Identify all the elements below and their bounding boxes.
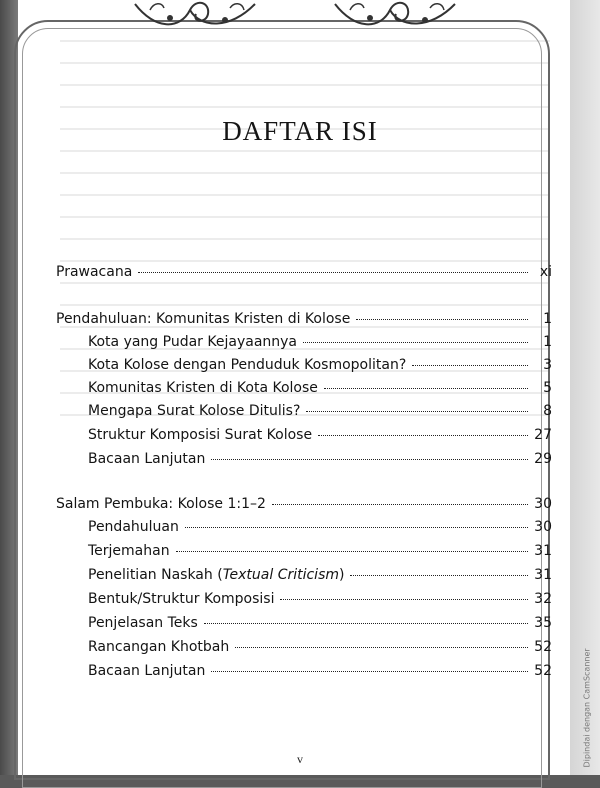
toc-entry-page: 31	[534, 567, 552, 583]
scanner-watermark	[580, 640, 594, 770]
toc-entry[interactable]	[88, 519, 552, 535]
toc-entry-page: 52	[534, 663, 552, 679]
leader-dots	[235, 647, 528, 648]
leader-dots	[412, 365, 528, 366]
toc-entry[interactable]	[88, 427, 552, 443]
toc-entry[interactable]	[88, 543, 552, 559]
toc-entry-label: Rancangan Khotbah	[88, 639, 230, 655]
toc-entry-label: Komunitas Kristen di Kota Kolose	[88, 380, 318, 396]
toc-entry-label: Kota yang Pudar Kejayaannya	[88, 334, 298, 350]
toc-entry-label: Kota Kolose dengan Penduduk Kosmopolitan?	[88, 357, 407, 373]
toc-entry-page: 32	[534, 591, 552, 607]
toc-entry-page: 5	[543, 380, 552, 396]
toc-entry-page: 30	[534, 496, 552, 512]
leader-dots	[176, 551, 528, 552]
toc-entry-label: Bentuk/Struktur Komposisi	[88, 591, 275, 607]
leader-dots	[211, 459, 528, 460]
leader-dots	[280, 599, 528, 600]
toc-entry[interactable]	[88, 380, 552, 396]
floral-ornament-icon	[130, 0, 260, 36]
toc-entry[interactable]	[88, 403, 552, 419]
toc-entry[interactable]	[88, 451, 552, 467]
toc-entry-page: 27	[534, 427, 552, 443]
toc-entry-page: 30	[534, 519, 552, 535]
toc-entry[interactable]	[88, 639, 552, 655]
toc-entry-label: Prawacana	[56, 264, 133, 280]
toc-entry[interactable]	[88, 334, 552, 350]
toc-entry[interactable]	[88, 357, 552, 373]
toc-entry-label: Salam Pembuka: Kolose 1:1–2	[56, 496, 266, 512]
toc-entry-page: 1	[543, 311, 552, 327]
toc-entry-page: xi	[539, 264, 552, 280]
toc-entry-page: 1	[543, 334, 552, 350]
toc-entry-label: Terjemahan	[88, 543, 170, 559]
leader-dots	[324, 388, 528, 389]
toc-entry-label: Bacaan Lanjutan	[88, 451, 206, 467]
toc-section-heading[interactable]	[56, 311, 552, 327]
toc-entry-label: Pendahuluan	[88, 519, 179, 535]
leader-dots	[185, 527, 528, 528]
leader-dots	[350, 575, 528, 576]
toc-entry-prawacana[interactable]	[56, 264, 552, 280]
toc-entry-label: Penjelasan Teks	[88, 615, 198, 631]
toc-entry-page: 31	[534, 543, 552, 559]
floral-ornament-icon	[330, 0, 460, 36]
toc-entry-page: 29	[534, 451, 552, 467]
page-title: DAFTAR ISI	[222, 116, 378, 146]
leader-dots	[211, 671, 528, 672]
toc-entry[interactable]	[88, 615, 552, 631]
toc-entry[interactable]	[88, 567, 552, 583]
leader-dots	[318, 435, 528, 436]
toc-entry-page: 3	[543, 357, 552, 373]
toc-entry-page: 52	[534, 639, 552, 655]
label-italic-text: Textual Criticism	[222, 567, 340, 583]
toc-entry-page: 8	[543, 403, 552, 419]
leader-dots	[306, 411, 528, 412]
toc-entry[interactable]	[88, 663, 552, 679]
toc-entry-label: Pendahuluan: Komunitas Kristen di Kolose	[56, 311, 351, 327]
toc-entry-label: Struktur Komposisi Surat Kolose	[88, 427, 313, 443]
leader-dots	[356, 319, 528, 320]
leader-dots	[272, 504, 528, 505]
leader-dots	[138, 272, 528, 273]
toc-section-heading[interactable]	[56, 496, 552, 512]
toc-entry-label: Bacaan Lanjutan	[88, 663, 206, 679]
toc-entry[interactable]	[88, 591, 552, 607]
toc-entry-page: 35	[534, 615, 552, 631]
label-text: )	[339, 567, 345, 583]
label-text: Penelitian Naskah (	[88, 567, 223, 583]
leader-dots	[303, 342, 528, 343]
page-number: v	[297, 752, 303, 766]
leader-dots	[204, 623, 528, 624]
watermark-text: Dipindai dengan CamScanner	[582, 648, 592, 768]
toc-entry-label: Mengapa Surat Kolose Ditulis?	[88, 403, 301, 419]
toc-entry-label	[88, 567, 344, 583]
